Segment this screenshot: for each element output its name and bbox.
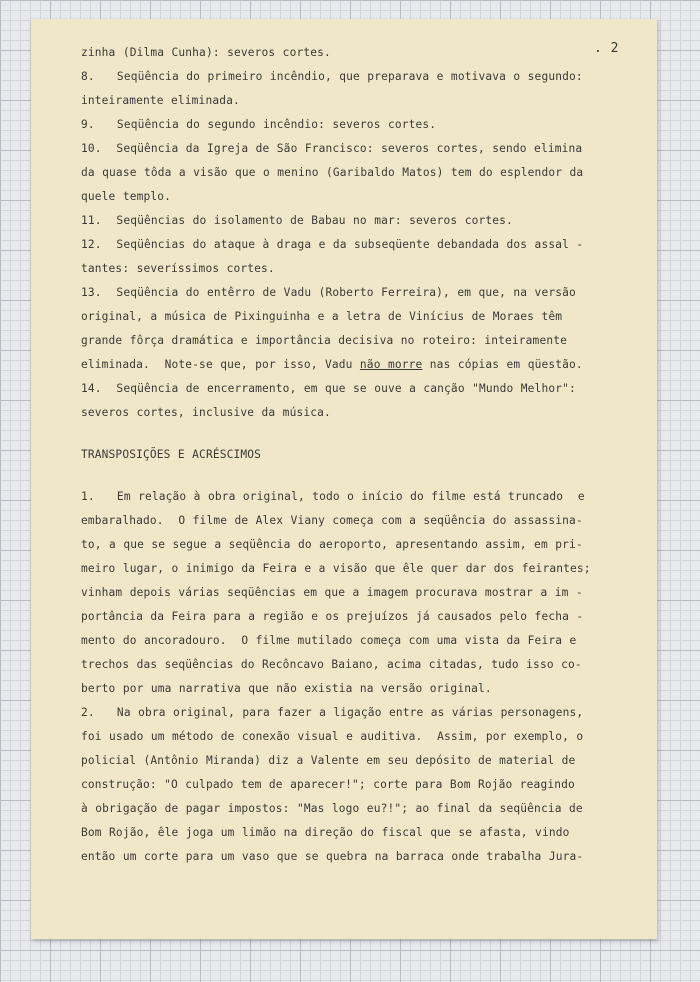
- text-line: 1. Em relação à obra original, todo o início do filme está truncado e: [81, 490, 585, 503]
- page-number: . 2: [594, 41, 619, 56]
- underlined-phrase: não morre: [359, 358, 423, 371]
- text-line: 12. Seqüências do ataque à draga e da subseqüente debandada dos assal -: [81, 238, 584, 251]
- section-heading: TRANSPOSIÇÕES E ACRÉSCIMOS: [81, 448, 262, 461]
- text-line: quele templo.: [81, 190, 172, 203]
- text-line: tantes: severíssimos cortes.: [81, 262, 275, 275]
- text-line: 9. Seqüência do segundo incêndio: severos cortes.: [81, 118, 437, 131]
- text-line: à obrigação de pagar impostos: "Mas logo eu?!"; ao final da seqüência de: [81, 802, 583, 815]
- text-line: portância da Feira para a região e os prejuízos já causados pelo fecha -: [81, 610, 584, 623]
- text-line: embaralhado. O filme de Alex Viany começa com a seqüência do assassina-: [81, 514, 583, 527]
- text-line: berto por uma narrativa que não existia na versão original.: [81, 682, 492, 695]
- text-line-with-underline: [81, 353, 627, 377]
- body-text: [81, 41, 627, 869]
- text-line: então um corte para um vaso que se quebra na barraca onde trabalha Jura-: [81, 850, 584, 863]
- text-line: policial (Antônio Miranda) diz a Valente em seu depósito de material de: [81, 754, 576, 767]
- text-line: to, a que se segue a seqüência do aeroporto, apresentando assim, em pri-: [81, 538, 583, 551]
- text-line: meiro lugar, o inimigo da Feira e a visão que êle quer dar dos feirantes;: [81, 562, 591, 575]
- text-line: original, a música de Pixinguinha e a letra de Vinícius de Moraes têm: [81, 310, 563, 323]
- text-line: construção: "O culpado tem de aparecer!"; corte para Bom Rojão reagindo: [81, 778, 575, 791]
- text-line: 11. Seqüências do isolamento de Babau no mar: severos cortes.: [81, 214, 513, 227]
- text-line: vinham depois várias seqüências em que a imagem procurava mostrar a im -: [81, 586, 583, 599]
- text-line: 2. Na obra original, para fazer a ligação entre as várias personagens,: [81, 706, 584, 719]
- text-line: 13. Seqüência do entêrro de Vadu (Roberto Ferreira), em que, na versão: [81, 286, 576, 299]
- text-segment: eliminada. Note-se que, por isso, Vadu: [81, 358, 360, 371]
- text-line: mento do ancoradouro. O filme mutilado começa com uma vista da Feira e: [81, 634, 577, 647]
- text-line: 8. Seqüência do primeiro incêndio, que preparava e motivava o segundo:: [81, 70, 583, 83]
- text-line: trechos das seqüências do Recôncavo Baiano, acima citadas, tudo isso co-: [81, 658, 582, 671]
- text-line: grande fôrça dramática e importância decisiva no roteiro: inteiramente: [81, 334, 567, 347]
- text-line: Bom Rojão, êle joga um limão na direção do fiscal que se afasta, vindo: [81, 826, 570, 839]
- text-line: da quase tôda a visão que o menino (Garibaldo Matos) tem do esplendor da: [81, 166, 584, 179]
- text-line: 10. Seqüência da Igreja de São Francisco: severos cortes, sendo elimina: [81, 142, 583, 155]
- text-line: zinha (Dilma Cunha): severos cortes.: [81, 46, 331, 59]
- text-segment: nas cópias em qüestão.: [422, 358, 583, 371]
- text-line: inteiramente eliminada.: [81, 94, 240, 107]
- text-line: severos cortes, inclusive da música.: [81, 406, 331, 419]
- text-line: foi usado um método de conexão visual e auditiva. Assim, por exemplo, o: [81, 730, 584, 743]
- typewritten-page: [31, 19, 657, 939]
- text-line: 14. Seqüência de encerramento, em que se ouve a canção "Mundo Melhor":: [81, 382, 576, 395]
